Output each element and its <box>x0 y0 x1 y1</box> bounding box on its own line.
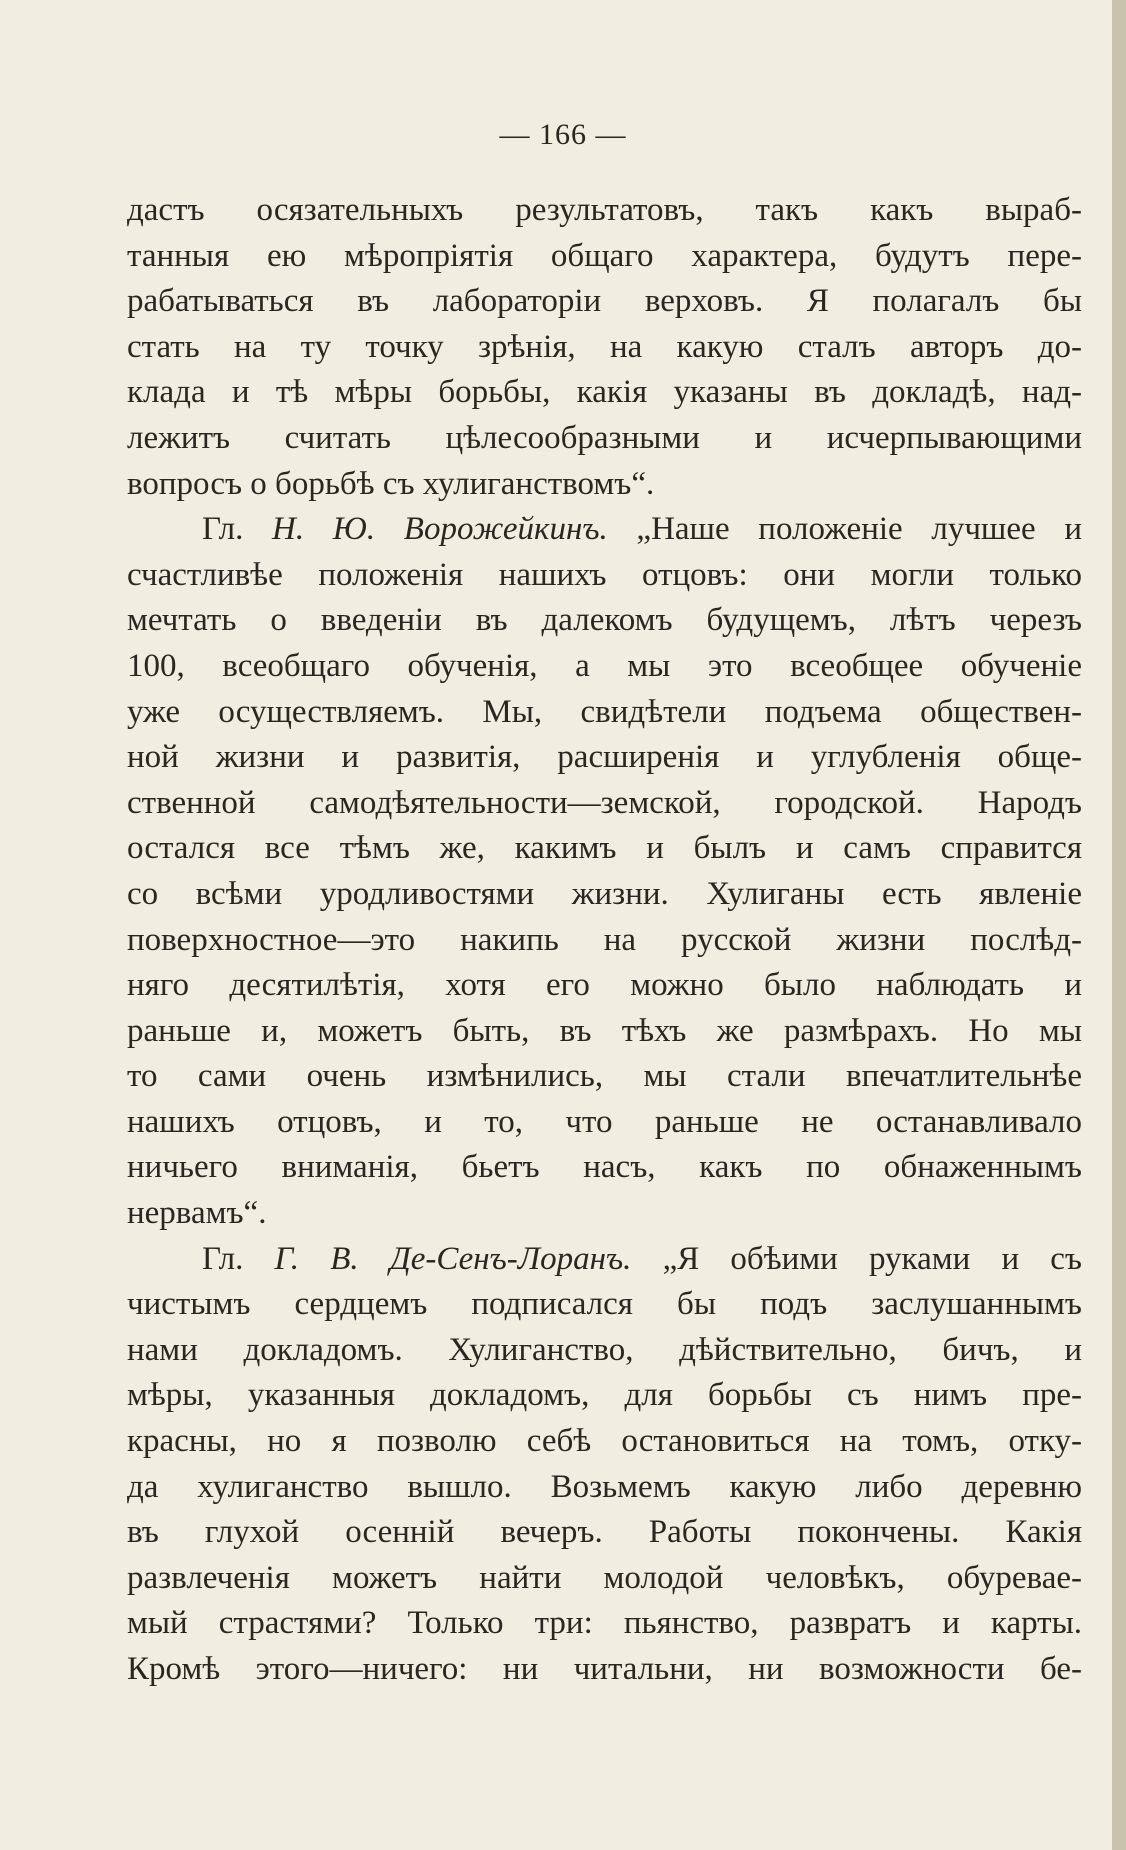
text-line <box>127 1465 1082 1511</box>
text-line <box>127 507 1082 553</box>
text-line <box>127 279 1082 325</box>
line-text: поверхностное—это накипь на русской жизни послѣд- <box>127 921 1082 958</box>
line-text: ничьего вниманія, бьетъ насъ, какъ по обнаженнымъ <box>127 1149 1082 1186</box>
line-text: „Я обѣими руками и съ <box>631 1240 1082 1277</box>
line-text: мечтать о введеніи въ далекомъ будущемъ, лѣтъ черезъ <box>127 602 1082 639</box>
text-line <box>127 826 1082 872</box>
text-line <box>127 1237 1082 1283</box>
line-text: развлеченія можетъ найти молодой человѣкъ, обуреваe- <box>127 1559 1082 1596</box>
text-line <box>127 553 1082 599</box>
speaker-prefix: Гл. <box>202 511 273 548</box>
line-text: Кромѣ этого—ничего: ни читальни, ни возможности бе- <box>127 1651 1082 1687</box>
text-line <box>127 1145 1082 1191</box>
line-text: „Наше положеніе лучшее и <box>607 511 1082 548</box>
line-text: ной жизни и развитія, расширенія и углубленія обще- <box>127 739 1082 776</box>
text-line <box>127 1009 1082 1055</box>
text-line <box>127 1510 1082 1556</box>
line-text: стать на ту точку зрѣнія, на какую сталъ авторъ до- <box>127 328 1082 365</box>
line-text: въ глухой осенній вечеръ. Работы покончены. Какія <box>127 1514 1082 1551</box>
speaker-prefix: Гл. <box>202 1240 275 1277</box>
text-line <box>127 1054 1082 1100</box>
text-line <box>127 1282 1082 1328</box>
line-text: уже осуществляемъ. Мы, свидѣтели подъема обществен- <box>127 693 1082 730</box>
line-text: со всѣми уродливостями жизни. Хулиганы есть явленіе <box>127 875 1082 912</box>
line-text: нами докладомъ. Хулиганство, дѣйствительно, бичъ, и <box>127 1331 1082 1368</box>
line-text: да хулиганство вышло. Возьмемъ какую либо деревню <box>127 1468 1082 1505</box>
text-line <box>127 781 1082 827</box>
speaker-name: Г. В. Де-Сенъ-Лоранъ. <box>274 1240 632 1277</box>
text-line <box>127 598 1082 644</box>
text-line <box>127 690 1082 736</box>
line-text: то сами очень измѣнились, мы стали впечатлительнѣе <box>127 1058 1082 1095</box>
line-text: 100, всеобщаго обученія, а мы это всеобщее обученіе <box>127 647 1082 684</box>
text-line <box>127 1100 1082 1146</box>
page-number: — 166 — <box>499 118 627 151</box>
text-line <box>127 416 1082 462</box>
text-line <box>127 963 1082 1009</box>
text-line <box>127 370 1082 416</box>
line-text: чистымъ сердцемъ подписался бы подъ заслушаннымъ <box>127 1286 1082 1323</box>
text-line <box>127 325 1082 371</box>
text-line <box>127 1601 1082 1647</box>
text-line <box>127 644 1082 690</box>
line-text: лежитъ считать цѣлесообразными и исчерпывающими <box>127 419 1082 456</box>
speaker-name: Н. Ю. Ворожейкинъ. <box>272 511 608 548</box>
line-text: остался все тѣмъ же, какимъ и былъ и самъ справится <box>127 830 1082 867</box>
line-text: ственной самодѣятельности—земской, городской. Народъ <box>127 784 1082 821</box>
text-line <box>127 1419 1082 1465</box>
line-text: красны, но я позволю себѣ остановиться на томъ, отку- <box>127 1423 1082 1460</box>
line-text: нервамъ“. <box>127 1195 267 1232</box>
text-line <box>127 872 1082 918</box>
line-text: счастливѣе положенія нашихъ отцовъ: они могли только <box>127 556 1082 593</box>
text-line <box>127 234 1082 280</box>
body-text <box>127 188 1082 1693</box>
text-line <box>127 1328 1082 1374</box>
line-text: нашихъ отцовъ, и то, что раньше не останавливало <box>127 1103 1082 1140</box>
text-line <box>127 1556 1082 1602</box>
text-line <box>127 462 1082 508</box>
line-text: мѣры, указанныя докладомъ, для борьбы съ нимъ пре- <box>127 1377 1082 1414</box>
line-text: танныя ею мѣропріятія общаго характера, будутъ пере- <box>127 237 1082 274</box>
text-line <box>127 1373 1082 1419</box>
text-line <box>127 188 1082 234</box>
line-text: вопросъ о борьбѣ съ хулиганствомъ“. <box>127 465 655 502</box>
text-line <box>127 735 1082 781</box>
line-text: клада и тѣ мѣры борьбы, какія указаны въ докладѣ, над- <box>127 374 1082 411</box>
line-text: рабатываться въ лабораторіи верховъ. Я полагалъ бы <box>127 283 1082 320</box>
text-line <box>127 918 1082 964</box>
line-text: дастъ осязательныхъ результатовъ, такъ какъ выраб- <box>127 192 1082 228</box>
line-text: мый страстями? Только три: пьянство, развратъ и карты. <box>127 1605 1082 1642</box>
text-line <box>127 1191 1082 1237</box>
line-text: раньше и, можетъ быть, въ тѣхъ же размѣрахъ. Но мы <box>127 1012 1082 1049</box>
line-text: няго десятилѣтія, хотя его можно было наблюдать и <box>127 967 1082 1004</box>
text-line <box>127 1647 1082 1693</box>
